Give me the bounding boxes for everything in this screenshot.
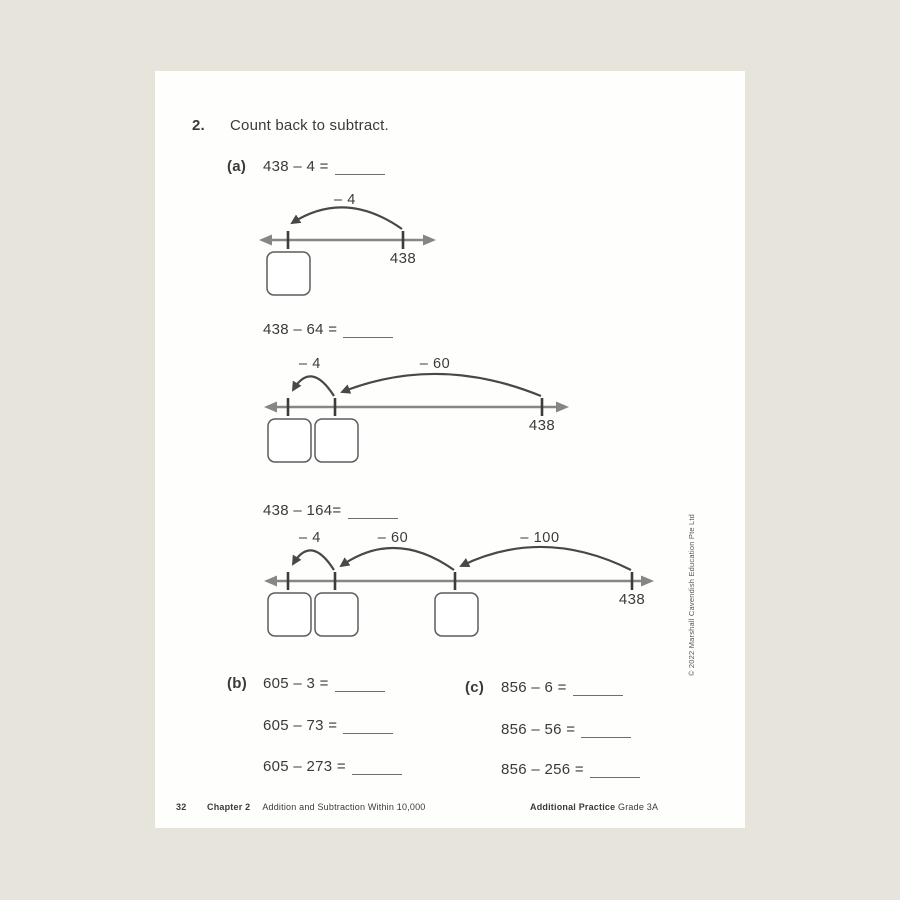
answer-blank: [335, 170, 385, 175]
jump-arc: [341, 548, 454, 570]
equation-row-a2: [263, 321, 393, 338]
equation-row-a3: [263, 502, 398, 519]
equation-856-minus-56: 856 – 56 =: [501, 721, 576, 738]
answer-blank: [352, 770, 402, 775]
left-arrowhead-icon: [264, 402, 277, 413]
equation-row-b2: [263, 717, 393, 734]
equation-605-minus-73: 605 – 73 =: [263, 717, 338, 734]
jump-label: – 4: [299, 530, 321, 546]
equation-row-c1: [465, 679, 623, 696]
answer-box: [268, 419, 311, 462]
question-prompt: Count back to subtract.: [230, 117, 389, 134]
answer-blank: [590, 773, 640, 778]
equation-856-minus-6: 856 – 6 =: [501, 679, 567, 696]
answer-box: [267, 252, 310, 295]
jump-arc: [292, 207, 402, 229]
equation-row-c2: [501, 721, 631, 738]
right-arrowhead-icon: [423, 235, 436, 246]
equation-row-b1: [227, 675, 385, 692]
part-a-label: (a): [227, 158, 247, 175]
number-line-diagram-2: [255, 350, 575, 465]
jump-label: – 4: [334, 192, 356, 208]
page-number: 32: [176, 802, 187, 812]
number-line-diagram-1: [250, 185, 440, 300]
right-arrowhead-icon: [556, 402, 569, 413]
jump-arc: [342, 374, 541, 396]
worksheet-page: [155, 71, 745, 828]
answer-blank: [343, 333, 393, 338]
chapter-label: Chapter 2: [207, 802, 251, 812]
answer-box: [315, 419, 358, 462]
footer-left: [176, 802, 426, 812]
part-c-label: (c): [465, 679, 485, 696]
answer-box: [435, 593, 478, 636]
answer-blank: [335, 687, 385, 692]
equation-856-minus-256: 856 – 256 =: [501, 761, 584, 778]
right-arrowhead-icon: [641, 576, 654, 587]
answer-box: [268, 593, 311, 636]
answer-blank: [581, 733, 631, 738]
left-arrowhead-icon: [259, 235, 272, 246]
jump-arc: [461, 547, 631, 570]
start-number-label: 438: [389, 250, 417, 267]
answer-box: [315, 593, 358, 636]
question-number: 2.: [192, 117, 205, 134]
start-number-label: 438: [528, 417, 556, 434]
chapter-title: Addition and Subtraction Within 10,000: [262, 802, 426, 812]
answer-blank: [573, 691, 623, 696]
equation-row-c3: [501, 761, 640, 778]
copyright-notice: © 2022 Marshall Cavendish Education Pte Ltd: [687, 513, 696, 677]
jump-arc: [293, 376, 334, 396]
equation-row-b3: [263, 758, 402, 775]
equation-438-minus-64: 438 – 64 =: [263, 321, 338, 338]
jump-label: – 100: [520, 530, 560, 546]
equation-row-a1: [227, 158, 385, 175]
jump-label: – 4: [299, 356, 321, 372]
equation-438-minus-4: 438 – 4 =: [263, 158, 329, 175]
grade-label: Grade 3A: [618, 802, 659, 812]
answer-blank: [348, 514, 398, 519]
jump-arc: [293, 550, 334, 570]
jump-label: – 60: [419, 356, 451, 372]
jump-label: – 60: [377, 530, 409, 546]
question-heading: [192, 117, 389, 134]
left-arrowhead-icon: [264, 576, 277, 587]
start-number-label: 438: [618, 591, 646, 608]
book-label: Additional Practice: [530, 802, 616, 812]
number-line-diagram-3: [255, 525, 665, 640]
equation-605-minus-3: 605 – 3 =: [263, 675, 329, 692]
footer-right: [530, 802, 658, 812]
part-b-label: (b): [227, 675, 248, 692]
answer-blank: [343, 729, 393, 734]
equation-605-minus-273: 605 – 273 =: [263, 758, 346, 775]
equation-438-minus-164: 438 – 164=: [263, 502, 342, 519]
